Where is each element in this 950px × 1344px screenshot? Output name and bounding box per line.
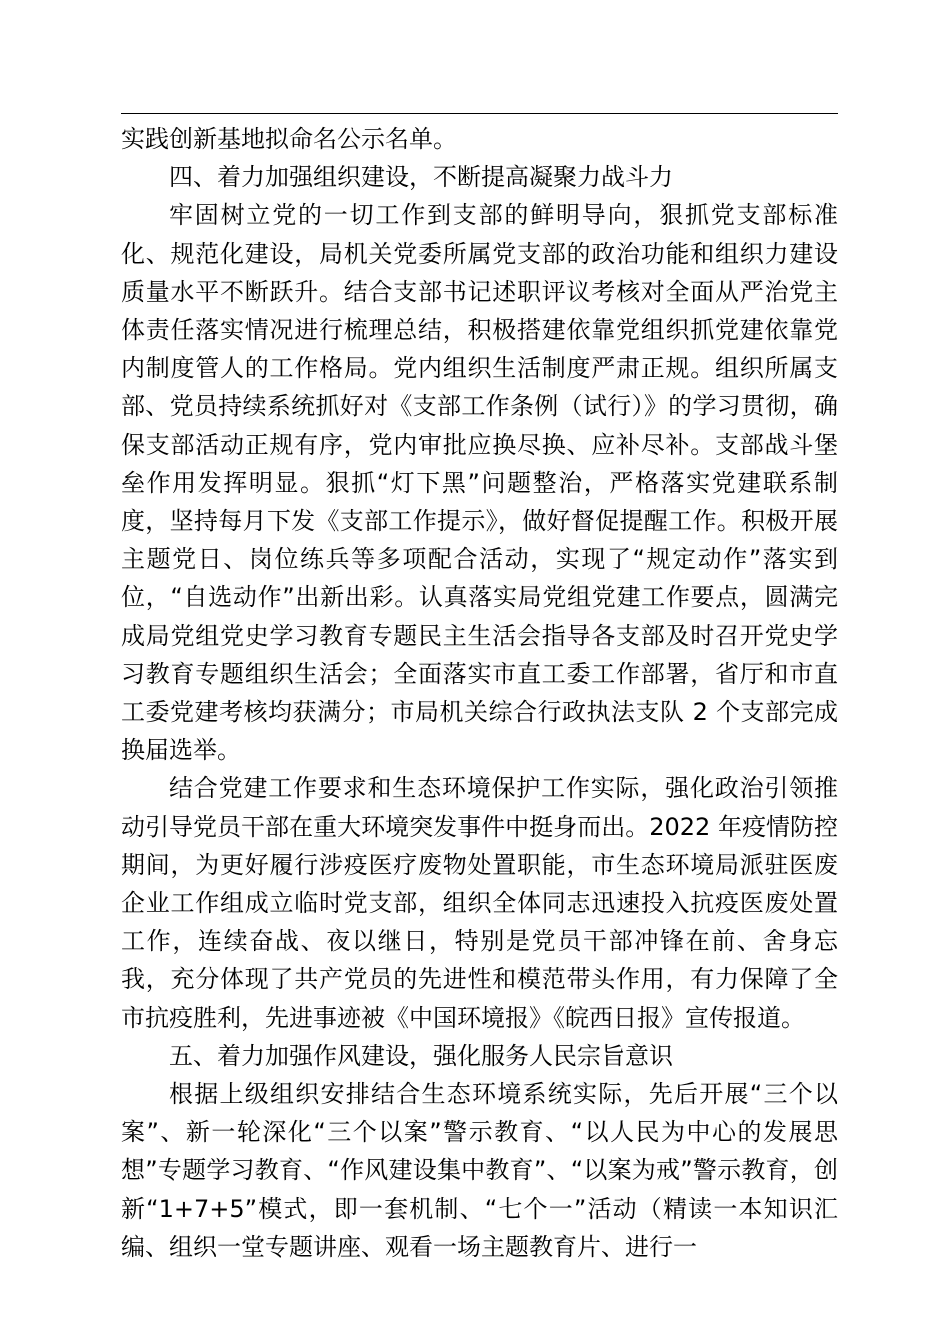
body-paragraph-style: 根据上级组织安排结合生态环境系统实际，先后开展“三个以案”、新一轮深化“三个以案”警示教育、“以人民为中心的发展思想”专题学习教育、“作风建设集中教育”、“以案为戒”警示教育，创新“1+7+5”模式，即一套机制、“七个一”活动（精读一本知识汇编、组织一堂专题讲座、观看一场主题教育片、进行一 <box>121 1080 838 1261</box>
body-paragraph-organization: 牢固树立党的一切工作到支部的鲜明导向，狠抓党支部标准化、规范化建设，局机关党委所属党支部的政治功能和组织力建设质量水平不断跃升。结合支部书记述职评议考核对全面从严治党主体责任落实情况进行梳理总结，积极搭建依靠党组织抓党建依靠党内制度管人的工作格局。党内组织生活制度严肃正规。组织所属支部、党员持续系统抓好对《支部工作条例（试行）》的学习贯彻，确保支部活动正规有序，党内审批应换尽换、应补尽补。支部战斗堡垒作用发挥明显。狠抓“灯下黑”问题整治，严格落实党建联系制度，坚持每月下发《支部工作提示》，做好督促提醒工作。积极开展主题党日、岗位练兵等多项配合活动，实现了“规定动作”落实到位，“自选动作”出新出彩。认真落实局党组党建工作要点，圆满完成局党组党史学习教育专题民主生活会指导各支部及时召开党史学习教育专题组织生活会；全面落实市直工委工作部署，省厅和市直工委党建考核均获满分；市局机关综合行政执法支队 2 个支部完成换届选举。 <box>121 201 838 765</box>
document-body <box>121 120 838 1266</box>
continuation-paragraph: 实践创新基地拟命名公示名单。 <box>121 125 457 153</box>
body-paragraph-epidemic: 结合党建工作要求和生态环境保护工作实际，强化政治引领推动引导党员干部在重大环境突发事件中挺身而出。2022 年疫情防控期间，为更好履行涉疫医疗废物处置职能，市生态环境局派驻医废企业工作组成立临时党支部，组织全体同志迅速投入抗疫医废处置工作，连续奋战、夜以继日，特别是党员干部冲锋在前、舍身忘我，充分体现了共产党员的先进性和模范带头作用，有力保障了全市抗疫胜利，先进事迹被《中国环境报》《皖西日报》宣传报道。 <box>121 774 838 1032</box>
section-heading-four: 四、着力加强组织建设，不断提高凝聚力战斗力 <box>169 163 673 192</box>
header-rule <box>121 113 838 114</box>
section-heading-five: 五、着力加强作风建设，强化服务人民宗旨意识 <box>169 1041 673 1070</box>
